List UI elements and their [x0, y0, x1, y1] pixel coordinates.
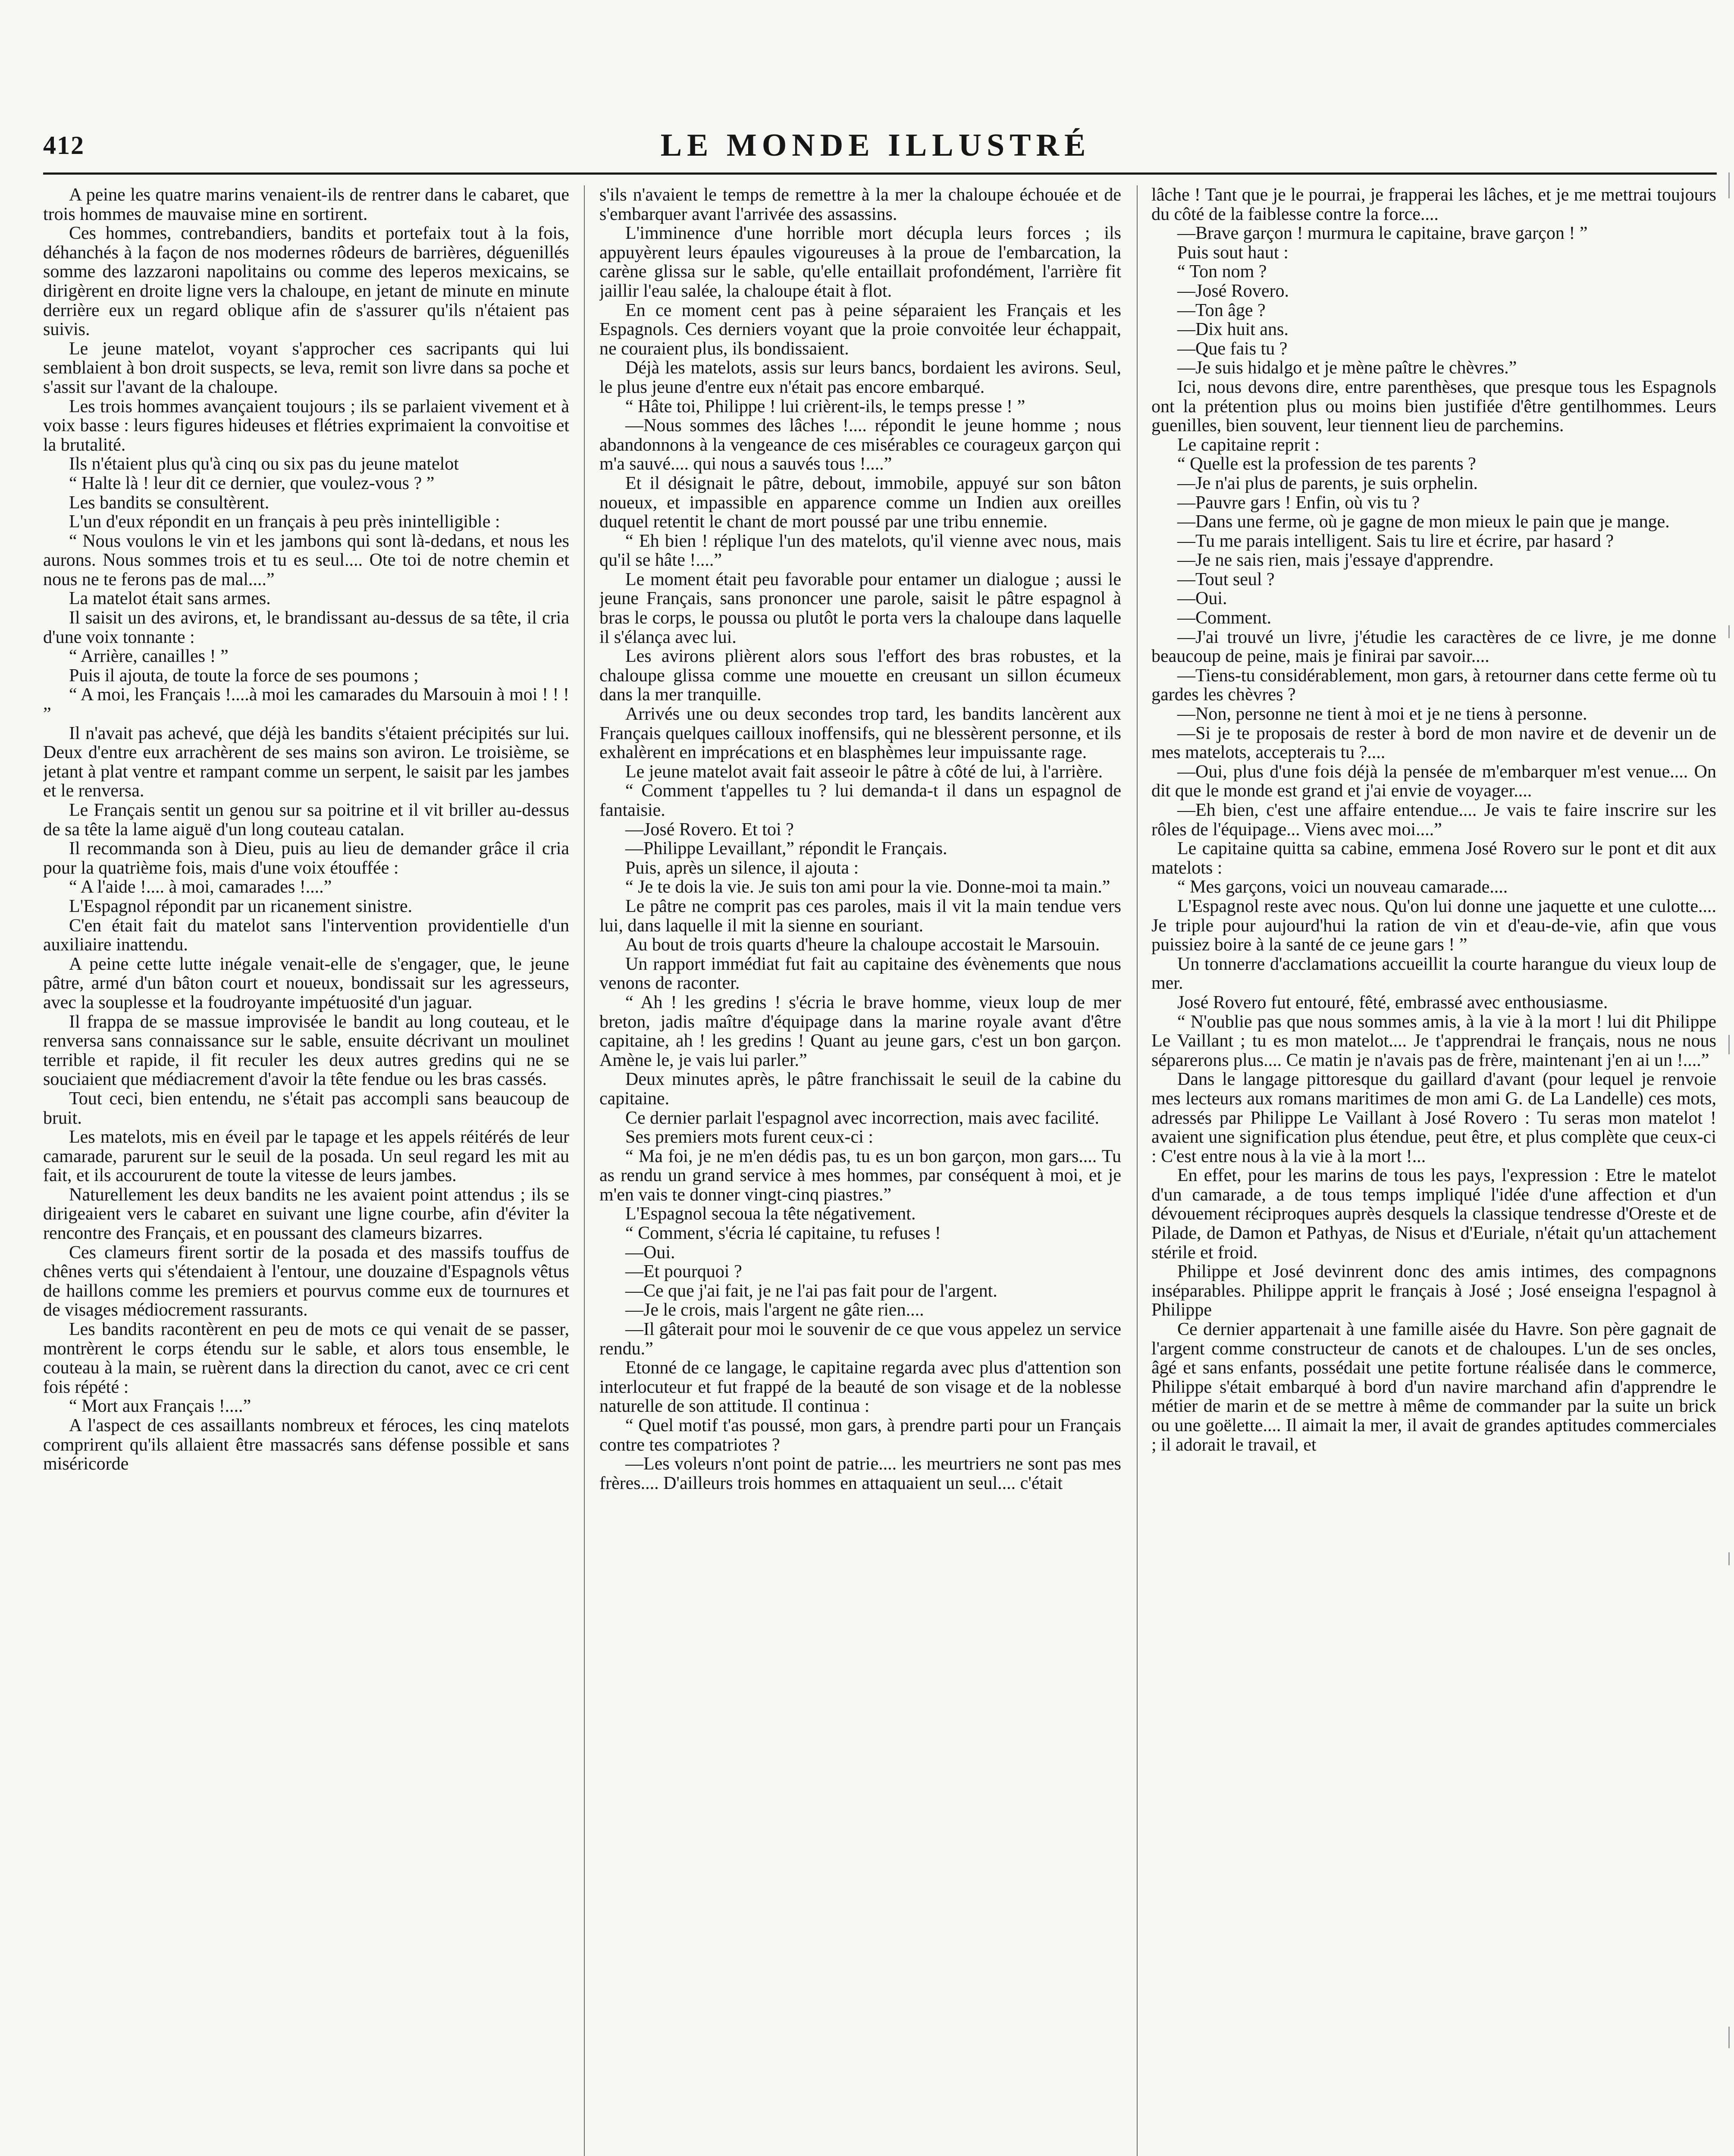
article-paragraph: —Je ne sais rien, mais j'essaye d'apprendre. — [1177, 550, 1494, 570]
article-paragraph: “ Comment, s'écria lé capitaine, tu refuses ! — [625, 1223, 941, 1244]
article-paragraph: lâche ! Tant que je le pourrai, je frapperai les lâches, et je me mettrai toujours du côté de la faiblesse contre la force.... — [1151, 185, 1716, 224]
article-paragraph: —Dix huit ans. — [1177, 320, 1289, 340]
article-paragraph: Un tonnerre d'acclamations accueillit la courte harangue du vieux loup de mer. — [1151, 954, 1716, 993]
column-divider — [1137, 185, 1138, 2156]
article-paragraph: “ Arrière, canailles ! ” — [69, 646, 229, 667]
article-columns — [43, 185, 1717, 2156]
article-paragraph: Les trois hommes avançaient toujours ; ils se parlaient vivement et à voix basse : leurs figures hideuses et flétries exprimaient la convoitise et la brutalité. — [43, 396, 569, 455]
article-paragraph: “ Nous voulons le vin et les jambons qui sont là-dedans, et nous les aurons. Nous sommes trois et tu es seul.... Ote toi de notre chemin et nous ne te ferons pas de mal....” — [43, 531, 569, 589]
article-paragraph: Ils n'étaient plus qu'à cinq ou six pas du jeune matelot — [69, 454, 459, 474]
article-paragraph: —Si je te proposais de rester à bord de mon navire et de devenir un de mes matelots, accepterais tu ?.... — [1151, 723, 1716, 763]
article-paragraph: Le jeune matelot avait fait asseoir le pâtre à côté de lui, à l'arrière. — [625, 761, 1103, 782]
article-paragraph: Il n'avait pas achevé, que déjà les bandits s'étaient précipités sur lui. Deux d'entre eux arrachèrent de ses mains son aviron. Le troisième, se jetant à plat ventre et rampant comme un serpent, le saisit par les jambes et le renversa. — [43, 723, 569, 801]
article-paragraph: “ Je te dois la vie. Je suis ton ami pour la vie. Donne-moi ta main.” — [625, 877, 1110, 897]
article-paragraph: A peine cette lutte inégale venait-elle de s'engager, que, le jeune pâtre, armé d'un bâton court et noueux, bondissait sur les agresseurs, avec la souplesse et la foudroyante impétuosité d'un jaguar. — [43, 954, 569, 1012]
article-paragraph: Il recommanda son à Dieu, puis au lieu de demander grâce il cria pour la quatrième fois, mais d'une voix étouffée : — [43, 839, 569, 878]
article-paragraph: Ce dernier parlait l'espagnol avec incorrection, mais avec facilité. — [625, 1108, 1100, 1128]
article-paragraph: —Non, personne ne tient à moi et je ne tiens à personne. — [1177, 704, 1587, 724]
article-paragraph: En effet, pour les marins de tous les pays, l'expression : Etre le matelot d'un camarade, a de tous temps impliqué l'idée d'une affection et d'un dévouement réciproques auprès desquels la classique tendresse d'Oreste et de Pilade, de Damon et Pathyas, de Nisus et d'Euriale, n'était qu'un attachement stérile et froid. — [1151, 1166, 1716, 1263]
article-paragraph: L'Espagnol reste avec nous. Qu'on lui donne une jaquette et une culotte.... Je triple pour aujourd'hui la ration de vin et d'eau-de-vie, afin que vous puissiez boire à la santé de ce jeune gars ! ” — [1151, 896, 1716, 955]
header-rule — [43, 172, 1717, 175]
article-paragraph: —Oui. — [1177, 589, 1227, 609]
article-paragraph: Etonné de ce langage, le capitaine regarda avec plus d'attention son interlocuteur et fut frappé de la beauté de son visage et de la noblesse naturelle de son attitude. Il continua : — [599, 1358, 1121, 1416]
article-paragraph: —Il gâterait pour moi le souvenir de ce que vous appelez un service rendu.” — [599, 1319, 1121, 1359]
article-paragraph: “ Mort aux Français !....” — [69, 1396, 251, 1416]
article-paragraph: Deux minutes après, le pâtre franchissait le seuil de la cabine du capitaine. — [599, 1069, 1121, 1109]
article-paragraph: Il frappa de se massue improvisée le bandit au long couteau, et le renversa sans connaissance sur le sable, ensuite décrivant un moulinet terrible et rapide, il fit reculer les deux autres gredins qui ne se souciaient que médiacrement d'avoir la tête fendue ou les bras cassés. — [43, 1012, 569, 1090]
article-paragraph: —Je suis hidalgo et je mène paître le chèvres.” — [1177, 358, 1517, 378]
article-paragraph: La matelot était sans armes. — [69, 589, 271, 609]
article-paragraph: —Je le crois, mais l'argent ne gâte rien.... — [625, 1300, 924, 1320]
article-paragraph: Les matelots, mis en éveil par le tapage et les appels réitérés de leur camarade, parurent sur le seuil de la posada. Un seul regard les mit au fait, et ils accoururent de toute la vitesse de leurs jambes. — [43, 1127, 569, 1186]
article-paragraph: —Comment. — [1177, 608, 1272, 628]
article-paragraph: Ces hommes, contrebandiers, bandits et portefaix tout à la fois, déhanchés à la façon de nos modernes rôdeurs de barrières, déguenillés somme des lazzaroni napolitains ou comme des leperos mexicains, se dirigèrent en droite ligne vers la chaloupe, en jetant de minute en minute derrière eux un regard oblique afin de s'assurer qu'ils n'étaient pas suivis. — [43, 223, 569, 340]
article-paragraph: “ A l'aide !.... à moi, camarades !....” — [69, 877, 332, 897]
article-paragraph: Le moment était peu favorable pour entamer un dialogue ; aussi le jeune Français, sans prononcer une parole, saisit le pâtre espagnol à bras le corps, le poussa ou plutôt le porta vers la chaloupe dans laquelle il s'élança avec lui. — [599, 569, 1121, 647]
article-paragraph: —Que fais tu ? — [1177, 338, 1288, 359]
article-paragraph: A l'aspect de ces assaillants nombreux et féroces, les cinq matelots comprirent qu'ils allaient être massacrés sans défense possible et sans miséricorde — [43, 1416, 569, 1474]
article-paragraph: L'imminence d'une horrible mort décupla leurs forces ; ils appuyèrent leurs épaules vigoureuses à la proue de l'embarcation, la carène glissa sur le sable, qu'elle entaillait profondément, l'arrière fit jaillir l'eau salée, la chaloupe était à flot. — [599, 223, 1121, 301]
article-paragraph: “ Ma foi, je ne m'en dédis pas, tu es un bon garçon, mon gars.... Tu as rendu un grand service à mes hommes, par conséquent à moi, et je m'en vais te donner vingt-cinq piastres.” — [599, 1146, 1121, 1205]
article-paragraph: —Dans une ferme, où je gagne de mon mieux le pain que je mange. — [1177, 512, 1670, 532]
article-paragraph: —Tu me parais intelligent. Sais tu lire et écrire, par hasard ? — [1177, 531, 1614, 551]
article-paragraph: Il saisit un des avirons, et, le brandissant au-dessus de sa tête, il cria d'une voix tonnante : — [43, 608, 569, 647]
article-paragraph: —Brave garçon ! murmura le capitaine, brave garçon ! ” — [1177, 223, 1588, 244]
article-paragraph: Déjà les matelots, assis sur leurs bancs, bordaient les avirons. Seul, le plus jeune d'entre eux n'était pas encore embarqué. — [599, 358, 1121, 397]
article-paragraph: Les bandits racontèrent en peu de mots ce qui venait de se passer, montrèrent le corps étendu sur le sable, et alors tous ensemble, le couteau à la main, se ruèrent dans la direction du canot, avec ce cri cent fois répété : — [43, 1319, 569, 1397]
article-paragraph: —Eh bien, c'est une affaire entendue.... Je vais te faire inscrire sur les rôles de l'équipage... Viens avec moi....” — [1151, 800, 1716, 840]
article-paragraph: Le capitaine reprit : — [1177, 435, 1320, 455]
article-paragraph: Les avirons plièrent alors sous l'effort des bras robustes, et la chaloupe glissa comme une mouette en creusant un sillon écumeux dans la mer tranquille. — [599, 646, 1121, 705]
article-paragraph: Puis sout haut : — [1177, 242, 1289, 263]
article-paragraph: Ce dernier appartenait à une famille aisée du Havre. Son père gagnait de l'argent comme constructeur de canots et de chaloupes. L'un de ses oncles, âgé et sans enfants, possédait une petite fortune réalisée dans le commerce, Philippe s'était embarqué à bord d'un navire marchand afin d'apprendre le métier de marin et de se mettre à même de commander par la suite un brick ou une goëlette.... Il aimait la mer, il avait de grandes aptitudes commerciales ; il adorait le travail, et — [1151, 1319, 1716, 1455]
article-paragraph: Dans le langage pittoresque du gaillard d'avant (pour lequel je renvoie mes lecteurs aux romans maritimes de mon ami G. de La Landelle) ces mots, adressés par Philippe Le Vaillant à José Rovero : Tu seras mon matelot ! avaient une signification plus étendue, peut être, et plus complète que ceux-ci : C'est entre nous à la vie à la mort !... — [1151, 1069, 1716, 1166]
article-paragraph: Ces clameurs firent sortir de la posada et des massifs touffus de chênes verts qui s'étendaient à l'entour, une douzaine d'Espagnols vêtus de haillons comme les premiers et pourvus comme eux de tournures et de visages médiocrement rassurants. — [43, 1242, 569, 1320]
article-paragraph: “ Hâte toi, Philippe ! lui crièrent-ils, le temps presse ! ” — [625, 396, 1025, 417]
article-paragraph: Ici, nous devons dire, entre parenthèses, que presque tous les Espagnols ont la prétention plus ou moins bien justifiée d'être gentilhommes. Leurs guenilles, bien souvent, leur tiennent lieu de parchemins. — [1151, 377, 1716, 436]
column-divider — [584, 185, 585, 2156]
article-paragraph: “ Mes garçons, voici un nouveau camarade.... — [1177, 877, 1508, 897]
article-paragraph: “ Ah ! les gredins ! s'écria le brave homme, vieux loup de mer breton, jadis maître d'équipage dans la marine royale avant d'être capitaine, ah ! les gredins ! Quant au jeune gars, c'est un bon garçon. Amène le, je vais lui parler.” — [599, 992, 1121, 1070]
article-paragraph: Ses premiers mots furent ceux-ci : — [625, 1127, 873, 1147]
article-paragraph: Le pâtre ne comprit pas ces paroles, mais il vit la main tendue vers lui, dans laquelle il mit la sienne en souriant. — [599, 896, 1121, 936]
article-paragraph: —Les voleurs n'ont point de patrie.... les meurtriers ne sont pas mes frères.... D'ailleurs trois hommes en attaquaient un seul.... c'était — [599, 1454, 1121, 1493]
article-paragraph: —Je n'ai plus de parents, je suis orphelin. — [1177, 473, 1478, 493]
article-paragraph: —Nous sommes des lâches !.... répondit le jeune homme ; nous abandonnons à la vengeance de ces misérables ce courageux garçon qui m'a sauvé.... qui nous a sauvés tous !....” — [599, 416, 1121, 474]
article-paragraph: —Ce que j'ai fait, je ne l'ai pas fait pour de l'argent. — [625, 1281, 997, 1301]
column-1 — [43, 185, 569, 2156]
article-paragraph: —Oui, plus d'une fois déjà la pensée de m'embarquer m'est venue.... On dit que le monde est grand et j'ai envie de voyager.... — [1151, 761, 1716, 801]
article-paragraph: L'un d'eux répondit en un français à peu près inintelligible : — [69, 512, 500, 532]
article-paragraph: —Ton âge ? — [1177, 300, 1266, 320]
article-paragraph: Arrivés une ou deux secondes trop tard, les bandits lancèrent aux Français quelques cailloux inoffensifs, qui ne blessèrent personne, et ils exhalèrent en imprécations et en blasphèmes leur impuissante rage. — [599, 704, 1121, 763]
article-paragraph: —Et pourquoi ? — [625, 1262, 742, 1282]
article-paragraph: Le Français sentit un genou sur sa poitrine et il vit briller au-dessus de sa tête la lame aiguë d'un long couteau catalan. — [43, 800, 569, 840]
article-paragraph: A peine les quatre marins venaient-ils de rentrer dans le cabaret, que trois hommes de mauvaise mine en sortirent. — [43, 185, 569, 224]
article-paragraph: Les bandits se consultèrent. — [69, 492, 270, 513]
article-paragraph: —Oui. — [625, 1242, 675, 1263]
article-paragraph: “ A moi, les Français !....à moi les camarades du Marsouin à moi ! ! ! ” — [43, 685, 569, 724]
article-paragraph: —Tiens-tu considérablement, mon gars, à retourner dans cette ferme où tu gardes les chèvres ? — [1151, 665, 1716, 705]
article-paragraph: Le capitaine quitta sa cabine, emmena José Rovero sur le pont et dit aux matelots : — [1151, 839, 1716, 878]
article-paragraph: “ Halte là ! leur dit ce dernier, que voulez-vous ? ” — [69, 473, 435, 493]
column-2 — [599, 185, 1121, 2156]
article-paragraph: —Tout seul ? — [1177, 569, 1275, 589]
article-paragraph: —José Rovero. — [1177, 281, 1289, 301]
article-paragraph: —Philippe Levaillant,” répondit le Français. — [625, 839, 947, 859]
article-paragraph: “ Comment t'appelles tu ? lui demanda-t il dans un espagnol de fantaisie. — [599, 781, 1121, 820]
article-paragraph: Le jeune matelot, voyant s'approcher ces sacripants qui lui semblaient à bon droit suspects, se leva, remit son livre dans sa poche et s'assit sur l'avant de la chaloupe. — [43, 338, 569, 397]
article-paragraph: Puis, après un silence, il ajouta : — [625, 858, 859, 878]
article-paragraph: Au bout de trois quarts d'heure la chaloupe accostait le Marsouin. — [625, 935, 1100, 955]
article-paragraph: —J'ai trouvé un livre, j'étudie les caractères de ce livre, je me donne beaucoup de peine, mais je finirai par savoir.... — [1151, 627, 1716, 667]
article-paragraph: Un rapport immédiat fut fait au capitaine des évènements que nous venons de raconter. — [599, 954, 1121, 993]
article-paragraph: Philippe et José devinrent donc des amis intimes, des compagnons inséparables. Philippe apprit le français à José ; José enseigna l'espagnol à Philippe — [1151, 1262, 1716, 1320]
article-paragraph: —Pauvre gars ! Enfin, où vis tu ? — [1177, 492, 1420, 513]
article-paragraph: L'Espagnol répondit par un ricanement sinistre. — [69, 896, 413, 916]
article-paragraph: “ Quel motif t'as poussé, mon gars, à prendre parti pour un Français contre tes compatriotes ? — [599, 1416, 1121, 1455]
article-paragraph: “ Eh bien ! réplique l'un des matelots, qu'il vienne avec nous, mais qu'il se hâte !....” — [599, 531, 1121, 570]
article-paragraph: “ Ton nom ? — [1177, 262, 1267, 282]
article-paragraph: —José Rovero. Et toi ? — [625, 819, 794, 840]
column-3 — [1151, 185, 1716, 2156]
page-number: 412 — [43, 131, 85, 160]
article-paragraph: C'en était fait du matelot sans l'intervention providentielle d'un auxiliaire inattendu. — [43, 915, 569, 955]
article-paragraph: Puis il ajouta, de toute la force de ses poumons ; — [69, 665, 419, 686]
article-paragraph: Naturellement les deux bandits ne les avaient point attendus ; ils se dirigeaient vers le cabaret en suivant une ligne courbe, afin d'éviter la rencontre des Français, et en poussant des clameurs bizarres. — [43, 1185, 569, 1244]
article-paragraph: Et il désignait le pâtre, debout, immobile, appuyé sur son bâton noueux, et impassible en apparence comme un Indien aux oreilles duquel retentit le chant de mort poussé par une tribu ennemie. — [599, 473, 1121, 532]
page-header — [43, 123, 1708, 170]
article-paragraph: Tout ceci, bien entendu, ne s'était pas accompli sans beaucoup de bruit. — [43, 1088, 569, 1128]
article-paragraph: s'ils n'avaient le temps de remettre à la mer la chaloupe échouée et de s'embarquer avant l'arrivée des assassins. — [599, 185, 1121, 224]
article-paragraph: “ N'oublie pas que nous sommes amis, à la vie à la mort ! lui dit Philippe Le Vaillant ; tu es mon matelot.... Je t'apprendrai le français, nous ne nous séparerons plus.... Ce matin je n'avais pas de frère, maintenant j'en ai un !....” — [1151, 1012, 1716, 1070]
masthead-title: LE MONDE ILLUSTRÉ — [660, 128, 1091, 163]
article-paragraph: L'Espagnol secoua la tête négativement. — [625, 1204, 916, 1224]
article-paragraph: En ce moment cent pas à peine séparaient les Français et les Espagnols. Ces derniers voyant que la proie convoitée leur échappait, ne couraient plus, ils bondissaient. — [599, 300, 1121, 359]
article-paragraph: “ Quelle est la profession de tes parents ? — [1177, 454, 1476, 474]
article-paragraph: José Rovero fut entouré, fêté, embrassé avec enthousiasme. — [1177, 992, 1608, 1012]
margin-scan-marks — [1722, 0, 1731, 2156]
